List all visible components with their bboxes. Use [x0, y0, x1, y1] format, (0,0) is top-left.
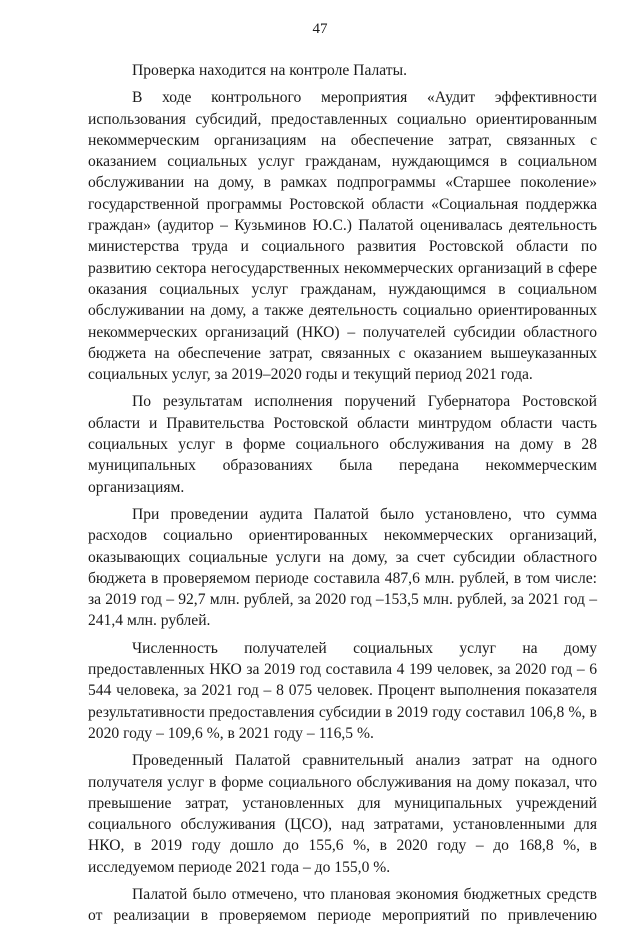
page-number: 47: [312, 21, 328, 37]
paragraph-planned-savings: Палатой было отмечено, что плановая экономия бюджетных средств от реализации в проверяемом периоде мероприятий по привлечению: [88, 885, 597, 925]
paragraph-recipient-counts: Численность получателей социальных услуг на дому предоставленных НКО за 2019 год составила 4 199 человек, за 2020 год – 6 544 человека, за 2021 год – 8 075 человек. Процент выполнения показателя результативности предоставления субсидии в 2019 году составил 106,8 %, в 2020 году – 109,6 %, в 2021 году – 116,5 %.: [88, 639, 597, 742]
paragraph-cost-comparison: Проведенный Палатой сравнительный анализ затрат на одного получателя услуг в форме социального обслуживания на дому показал, что превышение затрат, установленных для муниципальных учреждений социального обслуживания (ЦСО), над затратами, установленными для НКО, в 2019 году дошло до 155,6 %, в 2020 году – до 168,8 %, в исследуемом периоде 2021 года – до 155,0 %.: [88, 752, 597, 876]
paragraph-audit-description: В ходе контрольного мероприятия «Аудит эффективности использования субсидий, предоставленных социально ориентированным некоммерческим организациям на обеспечение затрат, связанных с оказанием социальных услуг гражданам, нуждающимся в социальном обслуживании на дому, в рамках подпрограммы «Старшее поколение» государственной программы Ростовской области «Социальная поддержка граждан» (аудитор – Кузьминов Ю.С.) Палатой оценивалась деятельность министерства труда и социального развития Ростовской области по развитию сектора негосударственных некоммерческих организаций в сфере оказания социальных услуг гражданам, нуждающимся в социальном обслуживании на дому, а также деятельность социально ориентированных некоммерческих организаций (НКО) – получателей субсидии областного бюджета на обеспечение затрат, связанных с оказанием вышеуказанных социальных услуг, за 2019–2020 годы и текущий период 2021 года.: [88, 89, 597, 384]
paragraph-control-status: Проверка находится на контроле Палаты.: [132, 62, 407, 79]
paragraph-expenditure-amounts: При проведении аудита Палатой было установлено, что сумма расходов социально ориентированных некоммерческих организаций, оказывающих социальные услуги на дому, за счет субсидии областного бюджета в проверяемом периоде составила 487,6 млн. рублей, в том числе: за 2019 год – 92,7 млн. рублей, за 2020 год –153,5 млн. рублей, за 2021 год – 241,4 млн. рублей.: [88, 505, 597, 630]
document-body: [88, 60, 597, 933]
paragraph-governor-instructions: По результатам исполнения поручений Губернатора Ростовской области и Правительства Ростовской области минтрудом области часть социальных услуг в форме социального обслуживания на дому в 28 муниципальных образованиях была передана некоммерческим организациям.: [88, 393, 597, 496]
